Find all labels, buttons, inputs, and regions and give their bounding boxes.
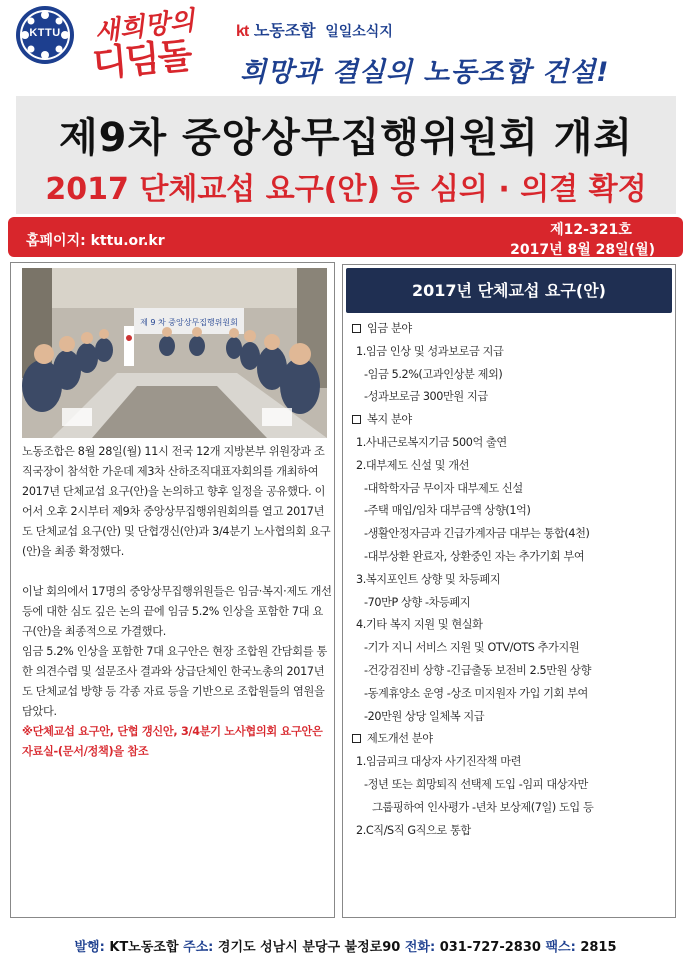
masthead [0,0,691,92]
list-item-text: 1.사내근로복지기금 500억 출연 [356,435,507,449]
publication-name [236,18,393,41]
list-item [350,341,672,364]
section-heading [350,409,672,432]
section-heading [350,318,672,341]
headline-title: 제9차 중앙상무집행위원회 개최 [58,115,633,161]
phone-label: 전화: [404,940,436,955]
list-item [350,386,672,409]
kttu-logo [16,6,74,64]
list-item [350,500,672,523]
phone-number: 031-727-2830 [439,940,541,955]
address: 경기도 성남시 분당구 불정로90 [217,940,401,955]
list-item-text: -건강검진비 상향 -긴급출동 보전비 2.5만원 상향 [364,663,591,677]
homepage-link[interactable]: 홈페이지: kttu.or.kr [26,233,165,249]
list-item [350,683,672,706]
list-item [350,546,672,569]
list-item-text: 2.C직/S직 G직으로 통합 [356,823,471,837]
info-bar [8,217,683,257]
tagline: 희망과 결실의 노동조합 건설! [240,57,610,88]
list-item-text: -생활안정자금과 긴급가계자금 대부는 통합(4천) [364,527,590,541]
publisher-label: 발행: [74,940,105,955]
issue-number: 제12-321호 [550,222,632,238]
list-item-text: 2.대부제도 신설 및 개선 [356,458,470,472]
list-item [350,364,672,387]
list-item [350,751,672,774]
list-item [350,797,672,820]
list-item-text: 임금 분야 [367,322,412,335]
list-item-text: -임금 5.2%(고과인상분 제외) [364,367,503,381]
footer [0,936,691,955]
kt-brand: kt [236,23,249,40]
checkbox-square-icon [352,415,361,424]
daily-label: 일일소식지 [325,24,393,40]
checkbox-square-icon [352,734,361,743]
fax-label: 팩스: [545,940,576,955]
list-item [350,569,672,592]
list-item-text: 1.임금 인상 및 성과보로금 지급 [356,344,504,358]
headline-box [16,96,676,214]
list-item [350,660,672,683]
article-paragraph-3: 임금 5.2% 인상을 포함한 7대 요구안은 현장 조합원 간담회를 통한 의견수렴 및 설문조사 결과와 상급단체인 한국노총의 2017년도 단체교섭 방향 등 각종 자료 등을 기반으로 조합원들의 염원을 담았다. [22,645,328,718]
list-item [350,820,672,843]
list-item-text: 4.기타 복지 지원 및 현실화 [356,618,483,632]
article-body [22,442,332,762]
list-item-text: -성과보로금 300만원 지급 [364,390,488,404]
list-item [350,614,672,637]
union-name: 노동조합 [253,21,316,40]
list-item [350,592,672,615]
fax-number: 2815 [580,940,617,955]
article-paragraph-1: 노동조합은 8월 28일(월) 11시 전국 12개 지방본부 위원장과 조직국장이 참석한 가운데 제3차 산하조직대표자회의를 개최하여 2017년 단체교섭 요구(안)을 논의하고 향후 일정을 공유했다. 이어서 오후 2시부터 제9차 중앙상무집행위원회의를 열고 2017년도 단체교섭 요구(안) 및 단협갱신(안)과 3/4분기 노사협의회 요구(안)을 최종 확정했다. [22,445,331,558]
slogan-line-2: 디딤돌 [90,35,193,86]
article-paragraph-2: 이날 회의에서 17명의 중앙상무집행위원들은 임금·복지·제도 개선 등에 대한 심도 깊은 논의 끝에 임금 5.2% 인상을 포함한 7대 요구(안)을 최종적으로 가결했다. [22,585,332,638]
slogan-line-1: 새희망의 [92,5,197,48]
list-item-text: -동계휴양소 운영 -상조 미지원자 가입 기회 부여 [364,686,588,700]
list-item [350,478,672,501]
issue-info [510,219,655,259]
list-item [350,523,672,546]
list-item [350,455,672,478]
logo-text: KTTU [29,27,61,39]
issue-date: 2017년 8월 28일(월) [510,242,655,258]
list-item-text: 그룹핑하여 인사평가 -년차 보상제(7일) 도입 등 [372,800,594,814]
publisher: KT노동조합 [109,940,179,955]
headline-subtitle: 2017 단체교섭 요구(안) 등 심의 · 의결 확정 [45,172,647,207]
list-item-text: -정년 또는 희망퇴직 선택제 도입 -임피 대상자만 [364,777,588,791]
address-label: 주소: [183,940,214,955]
checkbox-square-icon [352,324,361,333]
list-item-text: -70만P 상향 -차등폐지 [364,595,471,609]
list-item-text: -20만원 상당 일체복 지급 [364,709,485,723]
demands-list [350,318,672,842]
list-item-text: -대부상환 완료자, 상환중인 자는 추가기회 부여 [364,549,585,563]
list-item-text: 1.임금피크 대상자 사기진작책 마련 [356,755,522,769]
list-item [350,706,672,729]
list-item-text: -주택 매입/임차 대부금액 상향(1억) [364,504,531,518]
list-item-text: -대학학자금 무이자 대부제도 신설 [364,481,523,495]
reference-note: ※단체교섭 요구안, 단협 갱신안, 3/4분기 노사협의회 요구안은 자료실-(문서/정책)을 참조 [22,725,323,758]
list-item-text: 3.복지포인트 상향 및 차등폐지 [356,572,501,586]
photo-banner-text: 제 9 차 중앙상무집행위원회 [140,318,238,327]
section-heading [350,728,672,751]
meeting-photo [22,268,327,438]
list-item [350,432,672,455]
list-item [350,774,672,797]
list-item-text: -기가 지니 서비스 지원 및 OTV/OTS 추가지원 [364,641,580,655]
list-item-text: 제도개선 분야 [367,732,433,746]
list-item-text: 복지 분야 [367,413,412,427]
list-item [350,637,672,660]
demands-title: 2017년 단체교섭 요구(안) [346,268,672,313]
slogan-logo [80,4,230,86]
meeting-photo-image [22,268,327,438]
